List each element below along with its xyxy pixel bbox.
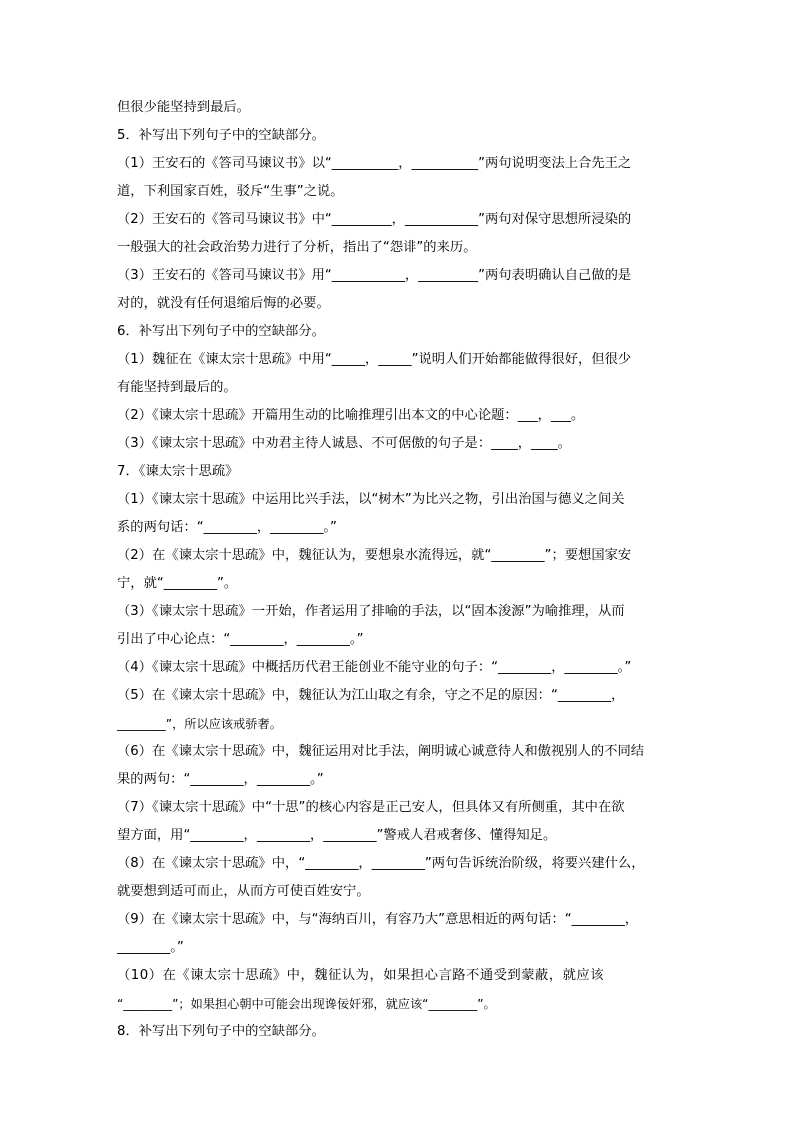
question-heading-8: 8．补写出下列句子中的空缺部分。 (117, 1024, 325, 1039)
text-line: （8）在《谏太宗十思疏》中，“________，________”两句告诉统治阶级，将要兴建什么， (117, 856, 645, 871)
text-line: （2）《谏太宗十思疏》开篇用生动的比喻推理引出本文的中心论题：___，___。 (117, 408, 585, 423)
text-line: （4）《谏太宗十思疏》中概括历代君王能创业不能守业的句子：“________，________。” (117, 660, 632, 675)
question-heading-6: 6．补写出下列句子中的空缺部分。 (117, 324, 325, 339)
text-line: （5）在《谏太宗十思疏》中，魏征认为江山取之有余，守之不足的原因：“________， (117, 688, 625, 703)
text-line: ________。” (117, 940, 184, 955)
text-line: （3）王安石的《答司马谏议书》用“___________，_________”两句表明确认自己做的是 (117, 268, 632, 283)
text-line: （3）《谏太宗十思疏》中劝君主待人诚恳、不可倨傲的句子是：____，____。 (117, 436, 571, 451)
text-line: 就要想到适可而止，从而方可使百姓安宁。 (117, 884, 370, 899)
question-heading-7: 7．《谏太宗十思疏》 (117, 464, 239, 479)
question-heading-5: 5．补写出下列句子中的空缺部分。 (117, 128, 325, 143)
text-line: （7）《谏太宗十思疏》中“十思”的核心内容是正己安人，但具体又有所侧重，其中在欲 (117, 800, 625, 815)
text-line: 对的，就没有任何退缩后悔的必要。 (117, 296, 330, 311)
text-line: （3）《谏太宗十思疏》一开始，作者运用了排喻的手法，以“固本浚源”为喻推理，从而 (117, 604, 625, 619)
text-line: 引出了中心论点：“________，________。” (117, 632, 364, 647)
text-line: （9）在《谏太宗十思疏》中，与“海纳百川，有容乃大”意思相近的两句话：“________， (117, 912, 639, 927)
text-line: （6）在《谏太宗十思疏》中，魏征运用对比手法，阐明诚心诚意待人和傲视别人的不同结 (117, 744, 645, 759)
text-line: “________”；如果担心朝中可能会出现谗佞奸邪，就应该“________”。 (117, 997, 496, 1011)
text-line: （1）《谏太宗十思疏》中运用比兴手法，以“树木”为比兴之物，引出治国与德义之间关 (117, 492, 625, 507)
text-line: 一般强大的社会政治势力进行了分析，指出了“怨诽”的来历。 (117, 240, 477, 255)
text-line: 系的两句话：“________，________。” (117, 520, 337, 535)
text-line: （1）王安石的《答司马谏议书》以“__________，__________”两句说明变法上合先王之 (117, 156, 632, 171)
text-line: 但很少能坚持到最后。 (117, 100, 250, 115)
text-line: 果的两句：“________，________。” (117, 772, 324, 787)
text-line: ________”，所以应该戒骄奢。 (117, 717, 282, 731)
text-line: （10）在《谏太宗十思疏》中，魏征认为，如果担心言路不通受到蒙蔽，就应该 (117, 968, 605, 983)
text-line: 宁，就“________”。 (117, 576, 238, 591)
text-line: （1）魏征在《谏太宗十思疏》中用“_____，_____”说明人们开始都能做得很好，但很少 (117, 352, 632, 367)
text-line: 有能坚持到最后的。 (117, 380, 237, 395)
document-page (117, 94, 682, 1046)
text-line: 道，下利国家百姓，驳斥“生事”之说。 (117, 184, 344, 199)
text-line: （2）在《谏太宗十思疏》中，魏征认为，要想泉水流得远，就“________”；要想国家安 (117, 548, 632, 563)
text-line: （2）王安石的《答司马谏议书》中“_________，___________”两句对保守思想所浸染的 (117, 212, 632, 227)
text-line: 望方面，用“________，________，________”警戒人君戒奢侈、懂得知足。 (117, 828, 557, 843)
